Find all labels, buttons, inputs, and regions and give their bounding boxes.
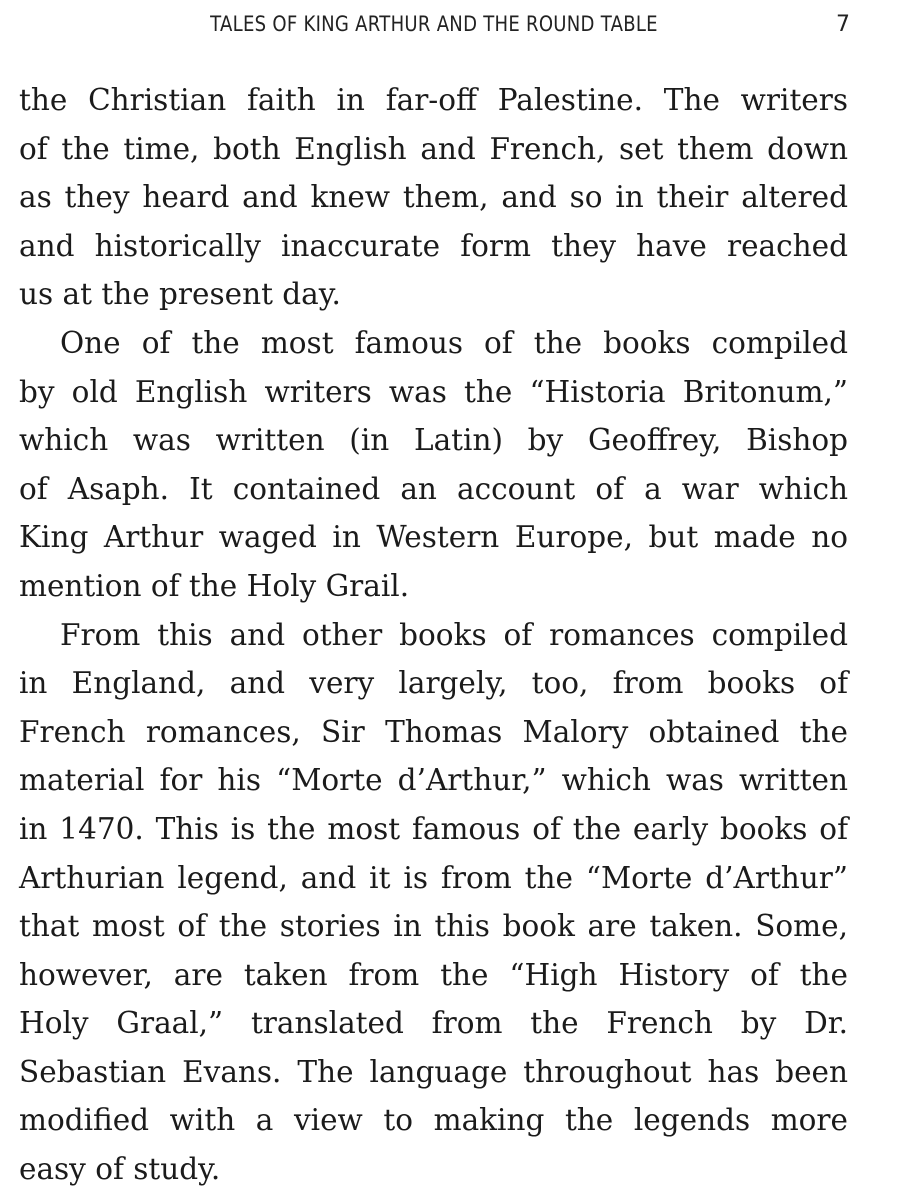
running-title: TALES OF KING ARTHUR AND THE ROUND TABLE <box>210 12 658 36</box>
text-line: King Arthur waged in Western Europe, but made no <box>19 520 848 555</box>
text-line: modified with a view to making the legends more <box>19 1103 848 1138</box>
page-number: 7 <box>836 12 850 37</box>
text-line: which was written (in Latin) by Geoffrey, Bishop <box>19 423 848 458</box>
text-line: Sebastian Evans. The language throughout has been <box>19 1054 848 1089</box>
text-line: as they heard and knew them, and so in their altered <box>19 180 848 215</box>
text-line: us at the present day. <box>19 277 341 312</box>
text-line: mention of the Holy Grail. <box>19 568 410 603</box>
text-line: One of the most famous of the books compiled <box>60 325 848 360</box>
text-line: easy of study. <box>19 1152 221 1187</box>
text-line: Arthurian legend, and it is from the “Morte d’Arthur” <box>19 860 848 895</box>
text-line: Holy Graal,” translated from the French by Dr. <box>19 1006 848 1041</box>
text-line: in 1470. This is the most famous of the early books of <box>19 811 848 846</box>
text-line: that most of the stories in this book are taken. Some, <box>19 909 848 944</box>
text-line: of the time, both English and French, set them down <box>19 131 848 166</box>
text-line: the Christian faith in far-off Palestine. The writers <box>19 83 848 117</box>
body-text <box>19 76 848 1194</box>
paragraph <box>19 611 848 1194</box>
text-line: French romances, Sir Thomas Malory obtained the <box>19 714 848 749</box>
text-line: however, are taken from the “High History of the <box>19 957 848 992</box>
text-line: by old English writers was the “Historia Britonum,” <box>19 374 848 409</box>
running-header <box>0 6 900 40</box>
paragraph <box>19 76 848 319</box>
text-line: in England, and very largely, too, from books of <box>19 666 848 701</box>
text-line: From this and other books of romances compiled <box>60 617 848 652</box>
text-line: of Asaph. It contained an account of a war which <box>19 471 848 506</box>
text-line: and historically inaccurate form they have reached <box>19 228 848 263</box>
paragraph <box>19 319 848 611</box>
text-line: material for his “Morte d’Arthur,” which was written <box>19 763 848 798</box>
